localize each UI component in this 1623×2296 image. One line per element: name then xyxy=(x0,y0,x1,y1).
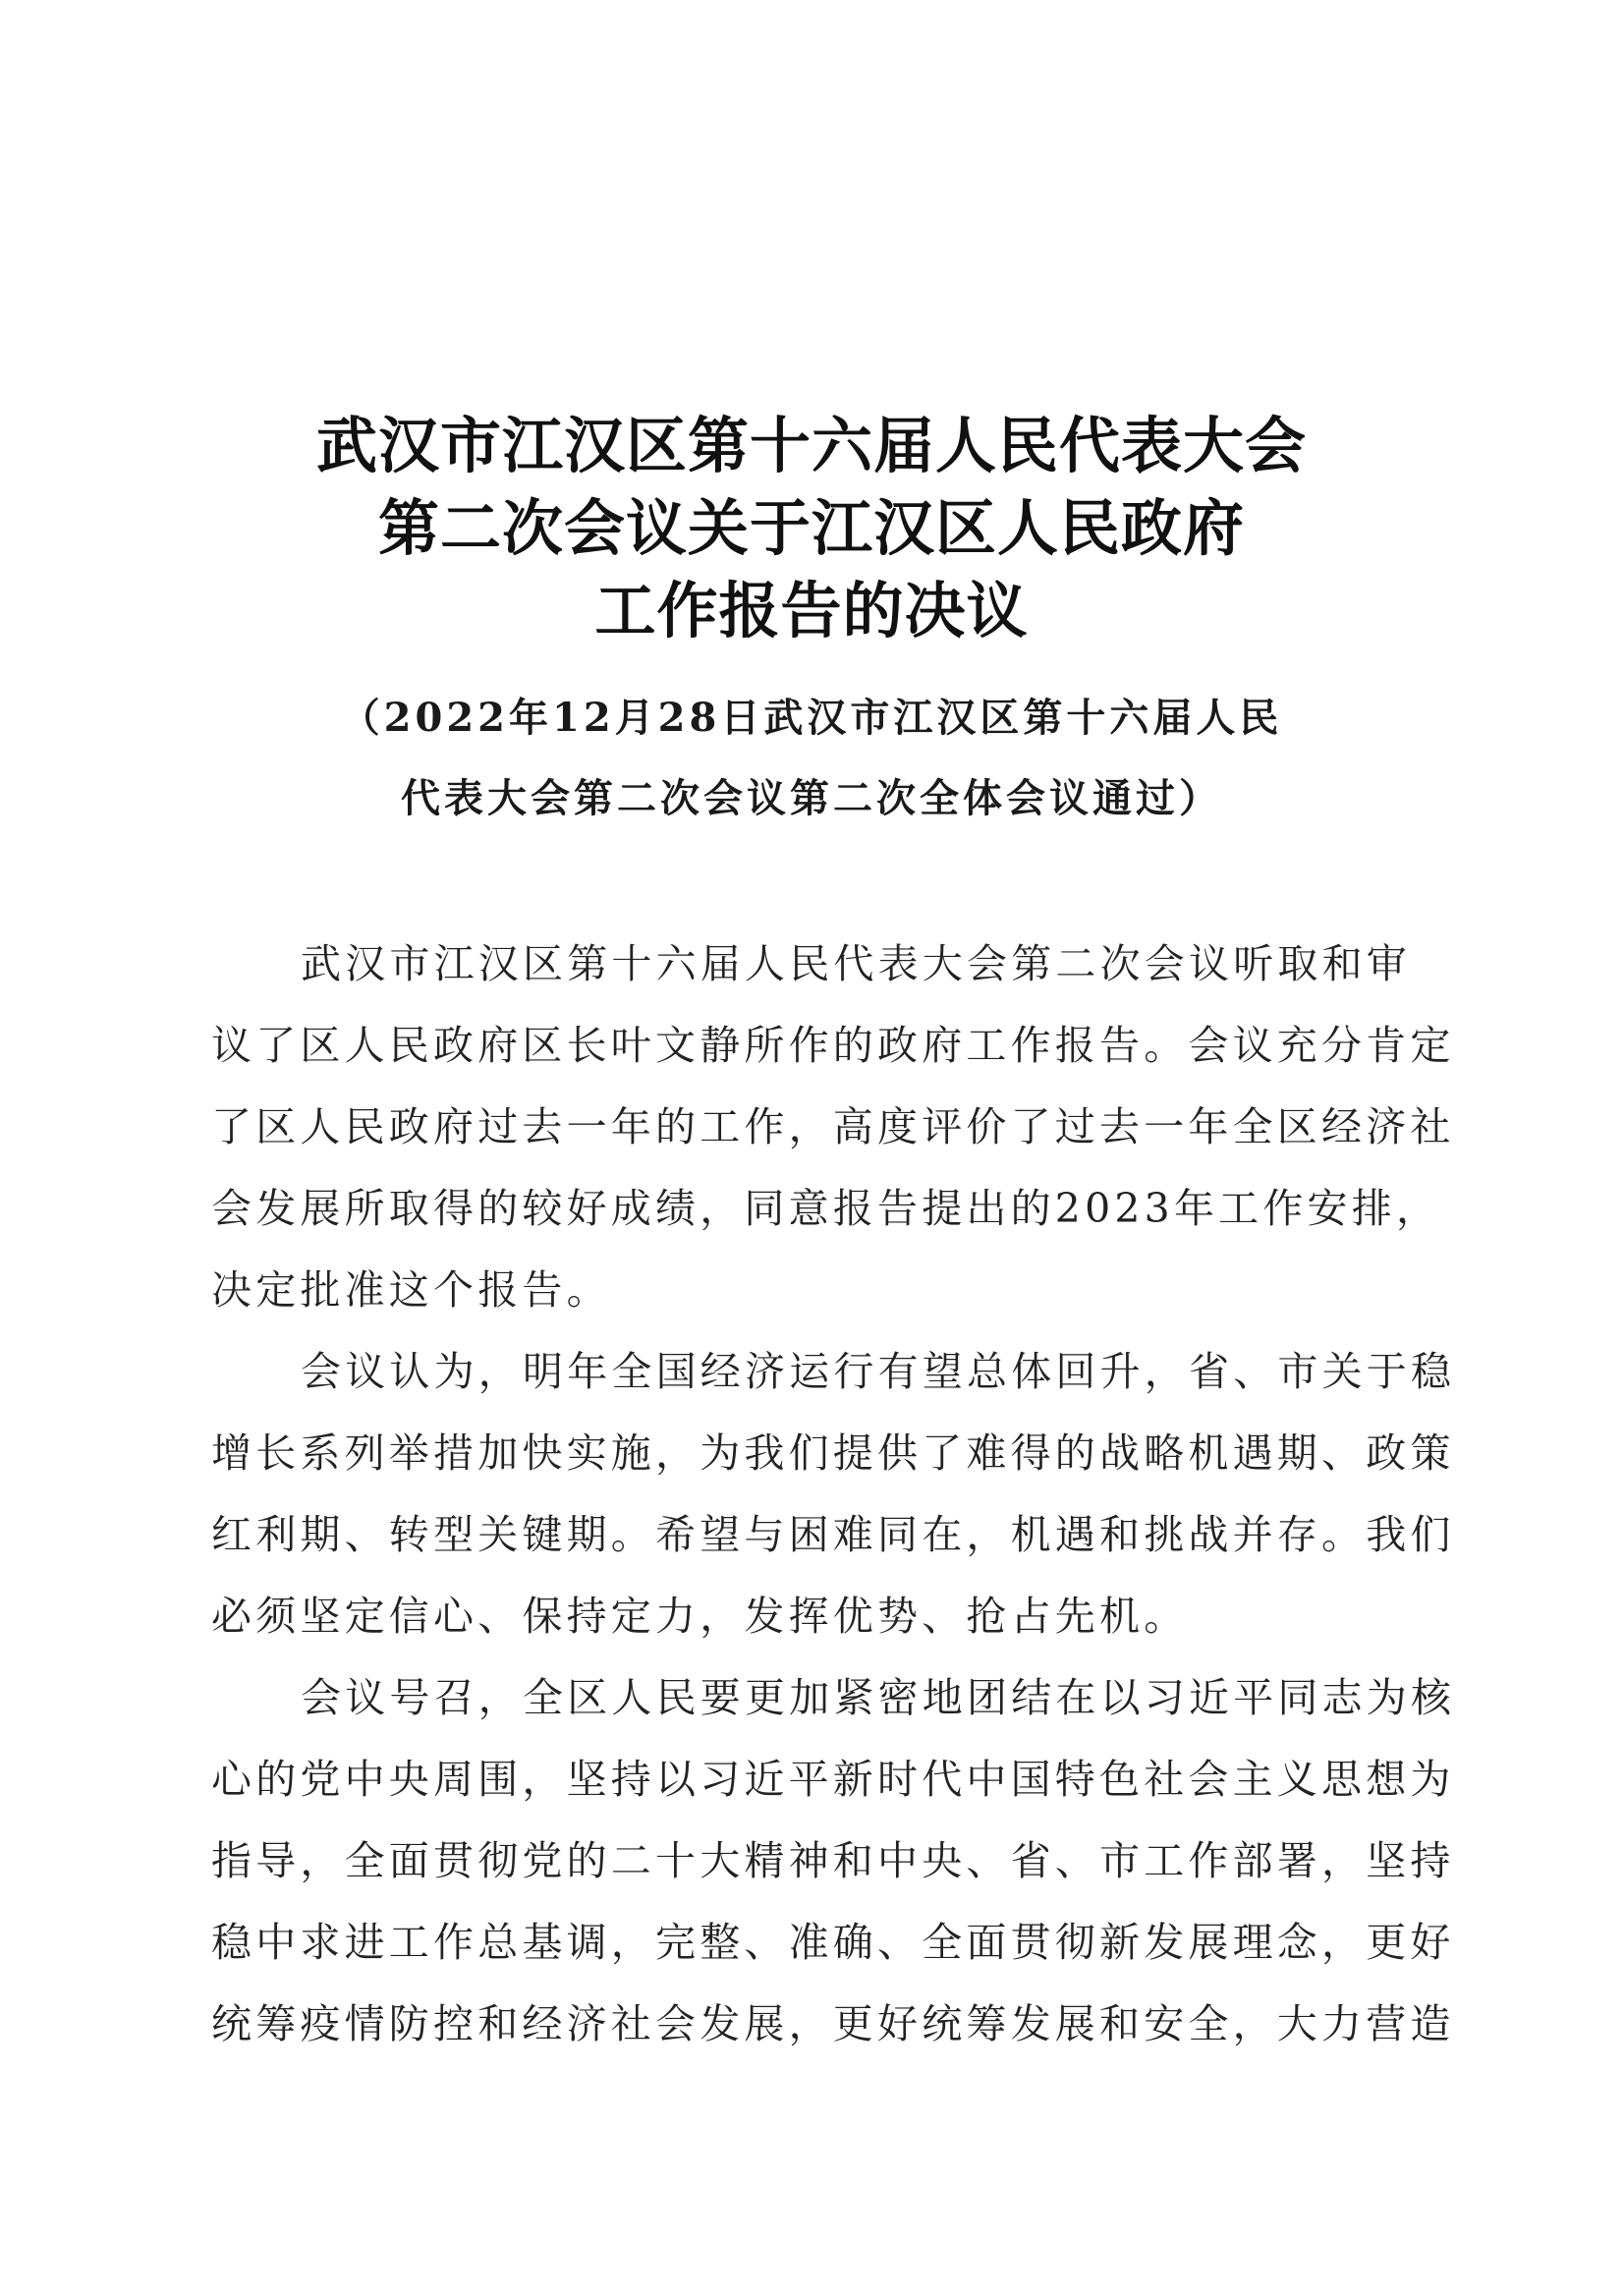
document-body xyxy=(211,924,1456,2065)
paragraph-line: 心的党中央周围，坚持以习近平新时代中国特色社会主义思想为 xyxy=(211,1756,1455,1803)
paragraph-line: 必须坚定信心、保持定力，发挥优势、抢占先机。 xyxy=(211,1593,1189,1640)
paragraph-2 xyxy=(211,1331,1456,1657)
paragraph-line: 统筹疫情防控和经济社会发展，更好统筹发展和安全，大力营造 xyxy=(211,2000,1455,2047)
title-line-1: 武汉市江汉区第十六届人民代表大会 xyxy=(315,410,1307,481)
paragraph-line: 会发展所取得的较好成绩，同意报告提出的2023年工作安排， xyxy=(211,1185,1441,1232)
paragraph-3 xyxy=(211,1657,1456,2065)
paragraph-line: 增长系列举措加快实施，为我们提供了难得的战略机遇期、政策 xyxy=(211,1429,1455,1477)
document-subtitle xyxy=(0,678,1623,839)
subtitle-line-2: 代表大会第二次会议第二次全体会议通过） xyxy=(401,775,1222,821)
paragraph-line: 会议号召，全区人民要更加紧密地团结在以习近平同志为核 xyxy=(301,1674,1456,1721)
paragraph-line: 了区人民政府过去一年的工作，高度评价了过去一年全区经济社 xyxy=(211,1103,1455,1150)
paragraph-line: 议了区人民政府区长叶文静所作的政府工作报告。会议充分肯定 xyxy=(211,1022,1455,1069)
paragraph-line: 武汉市江汉区第十六届人民代表大会第二次会议听取和审 xyxy=(301,940,1411,987)
paragraph-line: 会议认为，明年全国经济运行有望总体回升，省、市关于稳 xyxy=(301,1348,1456,1395)
paragraph-line: 决定批准这个报告。 xyxy=(211,1266,611,1314)
paragraph-1 xyxy=(211,924,1455,1331)
title-line-2: 第二次会议关于江汉区人民政府 xyxy=(377,492,1245,564)
title-line-3: 工作报告的决议 xyxy=(594,575,1029,646)
subtitle-line-1: （2022年12月28日武汉市江汉区第十六届人民 xyxy=(340,695,1283,741)
paragraph-line: 指导，全面贯彻党的二十大精神和中央、省、市工作部署，坚持 xyxy=(211,1837,1455,1884)
paragraph-line: 稳中求进工作总基调，完整、准确、全面贯彻新发展理念，更好 xyxy=(211,1919,1455,1966)
document-title xyxy=(0,405,1623,652)
paragraph-line: 红利期、转型关键期。希望与困难同在，机遇和挑战并存。我们 xyxy=(211,1511,1455,1558)
